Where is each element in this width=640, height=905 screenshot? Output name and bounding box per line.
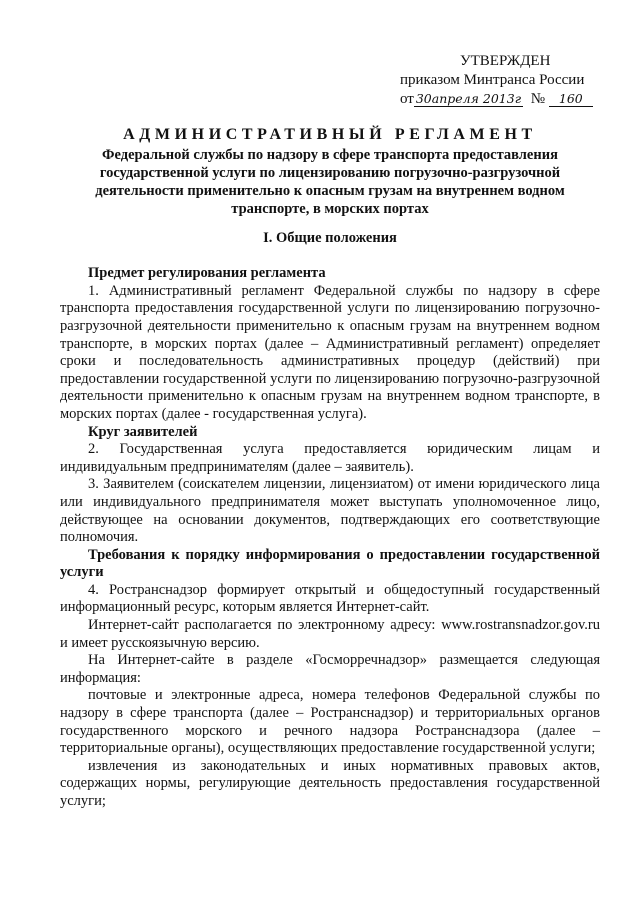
paragraph-6: На Интернет-сайте в разделе «Госморречнадзор» размещается следующая информация: [60,652,600,686]
paragraph-5: Интернет-сайт располагается по электронному адресу: www.rostransnadzor.gov.ru и имеет русскоязычную версию. [60,617,600,651]
number-prefix: № [530,91,546,107]
approval-heading: УТВЕРЖДЕН [460,53,551,69]
subheading-subject: Предмет регулирования регламента [88,265,326,282]
subheading-requirements: Требования к порядку информирования о предоставлении государственной услуги [60,546,600,581]
document-title: АДМИНИСТРАТИВНЫЙ РЕГЛАМЕНТ [123,126,537,143]
paragraph-3: 3. Заявителем (соискателем лицензии, лицензиатом) от имени юридического лица или индивидуального предпринимателя может выступать уполномоченное лицо, действующее на основании документов, подтверждающих его соответствующие полномочия. [60,476,600,546]
paragraph-8: извлечения из законодательных и иных нормативных правовых актов, содержащих нормы, регулирующие деятельность предоставления государственной услуги; [60,757,600,809]
approval-date-number [400,90,610,109]
paragraph-7: почтовые и электронные адреса, номера телефонов Федеральной службы по надзору в сфере транспорта (далее – Ространснадзор) и территориальных органов государственного морского и речного надзора Ространснадзора (далее – территориальные органы), осуществляющих предоставление государственной услуги; [60,687,600,757]
paragraph-2: 2. Государственная услуга предоставляется юридическим лицам и индивидуальным предпринимателям (далее – заявитель). [60,441,600,475]
paragraph-1: 1. Административный регламент Федеральной службы по надзору в сфере транспорта предоставления государственной услуги по лицензированию погрузочно-разгрузочной деятельности применительно к опасным грузам на внутреннем водном транспорте, в морских портах (далее – Административный регламент) определяет сроки и последовательность административных процедур (действий) при предоставлении государственной услуги по лицензированию погрузочно-разгрузочной деятельности применительно к опасным грузам на внутреннем водном транспорте, в морских портах (далее - государственная услуга). [60,282,600,422]
handwritten-number: 160 [549,92,593,107]
section-title: I. Общие положения [263,229,397,246]
document-body [60,126,600,811]
paragraph-4: 4. Ространснадзор формирует открытый и общедоступный государственный информационный ресурс, которым является Интернет-сайт. [60,581,600,616]
approval-stamp [400,52,610,109]
document-subtitle: Федеральной службы по надзору в сфере транспорта предоставления государственной услуги по лицензированию погрузочно-разгрузочной деятельности применительно к опасным грузам на внутреннем водном транспорте, в морских портах [95,146,565,217]
handwritten-date: 30апреля 2013г [415,91,522,106]
subheading-applicants: Круг заявителей [88,423,198,440]
approval-issued-by: приказом Минтранса России [400,72,585,88]
date-prefix: от [400,91,414,107]
